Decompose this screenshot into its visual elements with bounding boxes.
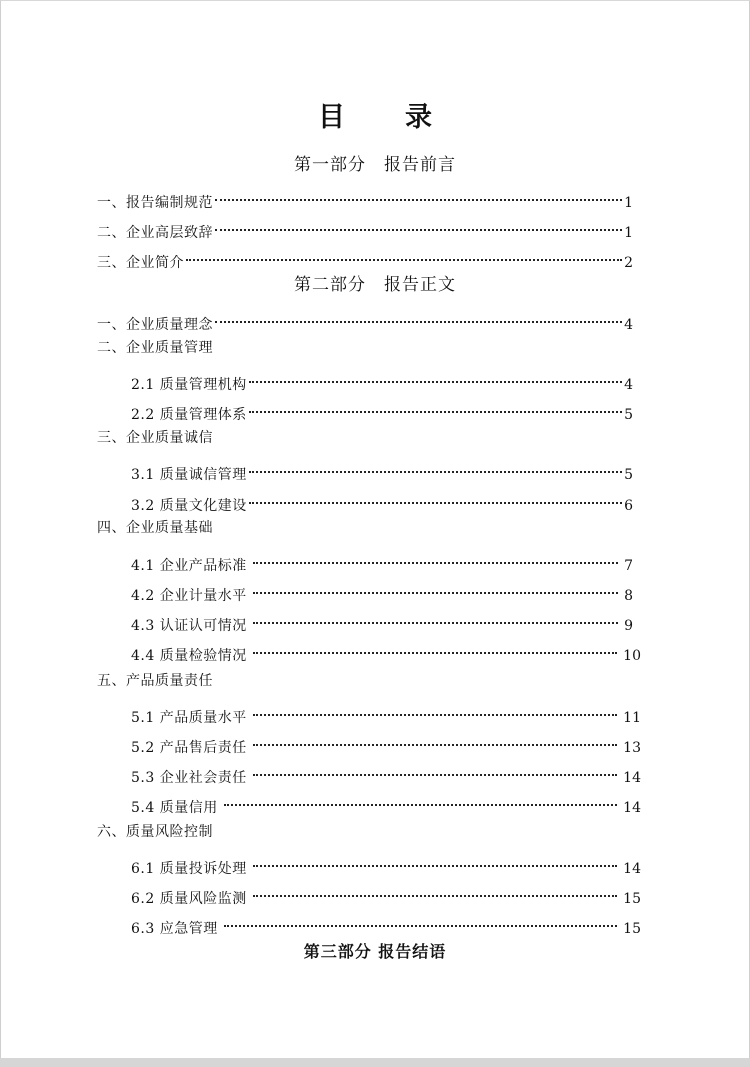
toc-entry-label: 五、产品质量责任 — [97, 673, 213, 689]
dot-leader — [253, 638, 617, 660]
dot-leader — [253, 578, 618, 600]
toc-page-number: 14 — [623, 800, 641, 816]
toc-entry[interactable] — [97, 185, 633, 211]
toc-entry-label: 4.4 质量检验情况 — [131, 648, 247, 664]
toc-section-heading[interactable] — [97, 517, 633, 539]
toc-entry-label: 3.2 质量文化建设 — [131, 498, 247, 514]
toc-entry[interactable] — [97, 307, 633, 333]
toc-entry[interactable] — [131, 638, 641, 664]
toc-entry-label: 二、企业高层致辞 — [97, 225, 213, 241]
dot-leader — [253, 760, 617, 782]
toc-section-heading[interactable] — [97, 670, 633, 692]
dot-leader — [186, 245, 622, 267]
toc-page-number: 10 — [623, 648, 641, 664]
toc-page-number: 1 — [624, 225, 633, 241]
dot-leader — [253, 730, 617, 752]
toc-page-number: 5 — [624, 407, 633, 423]
toc-entry-label: 5.1 产品质量水平 — [131, 710, 247, 726]
part-heading-3: 第三部分 报告结语 — [303, 942, 447, 961]
toc-entry-label: 六、质量风险控制 — [97, 824, 213, 840]
dot-leader — [249, 488, 622, 510]
toc-entry-label: 一、报告编制规范 — [97, 195, 213, 211]
toc-entry-label: 4.2 企业计量水平 — [131, 588, 247, 604]
toc-page-number: 2 — [624, 255, 633, 271]
toc-page-number: 15 — [623, 921, 641, 937]
dot-leader — [249, 397, 622, 419]
toc-page-number: 11 — [623, 710, 641, 726]
page-title: 目 录 — [318, 102, 462, 133]
toc-entry-label: 6.1 质量投诉处理 — [131, 861, 247, 877]
toc-page-number: 5 — [624, 467, 633, 483]
dot-leader — [253, 608, 618, 630]
toc-section-heading[interactable] — [97, 821, 633, 843]
toc-entry-label: 4.1 企业产品标准 — [131, 558, 247, 574]
toc-entry-label: 2.1 质量管理机构 — [131, 377, 247, 393]
toc-entry[interactable] — [131, 851, 641, 877]
dot-leader — [253, 881, 617, 903]
toc-entry-label: 3.1 质量诚信管理 — [131, 467, 247, 483]
toc-page-number: 1 — [624, 195, 633, 211]
toc-section-heading[interactable] — [97, 427, 633, 449]
toc-entry[interactable] — [131, 730, 641, 756]
dot-leader — [249, 457, 622, 479]
toc-entry[interactable] — [131, 367, 633, 393]
toc-entry[interactable] — [131, 457, 633, 483]
dot-leader — [215, 307, 622, 329]
toc-page-number: 6 — [624, 498, 633, 514]
toc-entry[interactable] — [131, 700, 641, 726]
page-bottom-edge — [0, 1058, 750, 1067]
toc-entry-label: 5.2 产品售后责任 — [131, 740, 247, 756]
toc-entry-label: 三、企业简介 — [97, 255, 184, 271]
toc-entry[interactable] — [131, 578, 633, 604]
toc-section-heading[interactable] — [97, 337, 633, 359]
dot-leader — [215, 215, 622, 237]
toc-entry[interactable] — [131, 397, 633, 423]
toc-page-number: 15 — [623, 891, 641, 907]
toc-entry-label: 四、企业质量基础 — [97, 520, 213, 536]
toc-entry-label: 6.3 应急管理 — [131, 921, 218, 937]
toc-entry-label: 一、企业质量理念 — [97, 317, 213, 333]
toc-entry-label: 4.3 认证认可情况 — [131, 618, 247, 634]
toc-entry[interactable] — [131, 790, 641, 816]
toc-entry-label: 2.2 质量管理体系 — [131, 407, 247, 423]
toc-entry[interactable] — [131, 911, 641, 937]
toc-entry[interactable] — [97, 245, 633, 271]
toc-entry-label: 三、企业质量诚信 — [97, 430, 213, 446]
toc-entry[interactable] — [131, 760, 641, 786]
toc-entry[interactable] — [131, 488, 633, 514]
part-heading-1: 第一部分 报告前言 — [294, 155, 456, 175]
dot-leader — [224, 911, 617, 933]
toc-entry[interactable] — [97, 215, 633, 241]
toc-entry[interactable] — [131, 608, 633, 634]
dot-leader — [249, 367, 622, 389]
toc-page-number: 9 — [624, 618, 633, 634]
dot-leader — [253, 700, 617, 722]
toc-page-number: 8 — [624, 588, 633, 604]
toc-entry[interactable] — [131, 881, 641, 907]
dot-leader — [253, 851, 617, 873]
toc-entry-label: 二、企业质量管理 — [97, 340, 213, 356]
part-heading-2: 第二部分 报告正文 — [294, 275, 456, 295]
toc-page-number: 13 — [623, 740, 641, 756]
toc-page-number: 14 — [623, 770, 641, 786]
dot-leader — [215, 185, 622, 207]
toc-entry-label: 5.4 质量信用 — [131, 800, 218, 816]
toc-page-number: 4 — [624, 317, 633, 333]
toc-entry[interactable] — [131, 548, 633, 574]
toc-page-number: 4 — [624, 377, 633, 393]
toc-page-number: 7 — [624, 558, 633, 574]
dot-leader — [253, 548, 618, 570]
toc-page-number: 14 — [623, 861, 641, 877]
toc-entry-label: 6.2 质量风险监测 — [131, 891, 247, 907]
dot-leader — [224, 790, 617, 812]
toc-entry-label: 5.3 企业社会责任 — [131, 770, 247, 786]
